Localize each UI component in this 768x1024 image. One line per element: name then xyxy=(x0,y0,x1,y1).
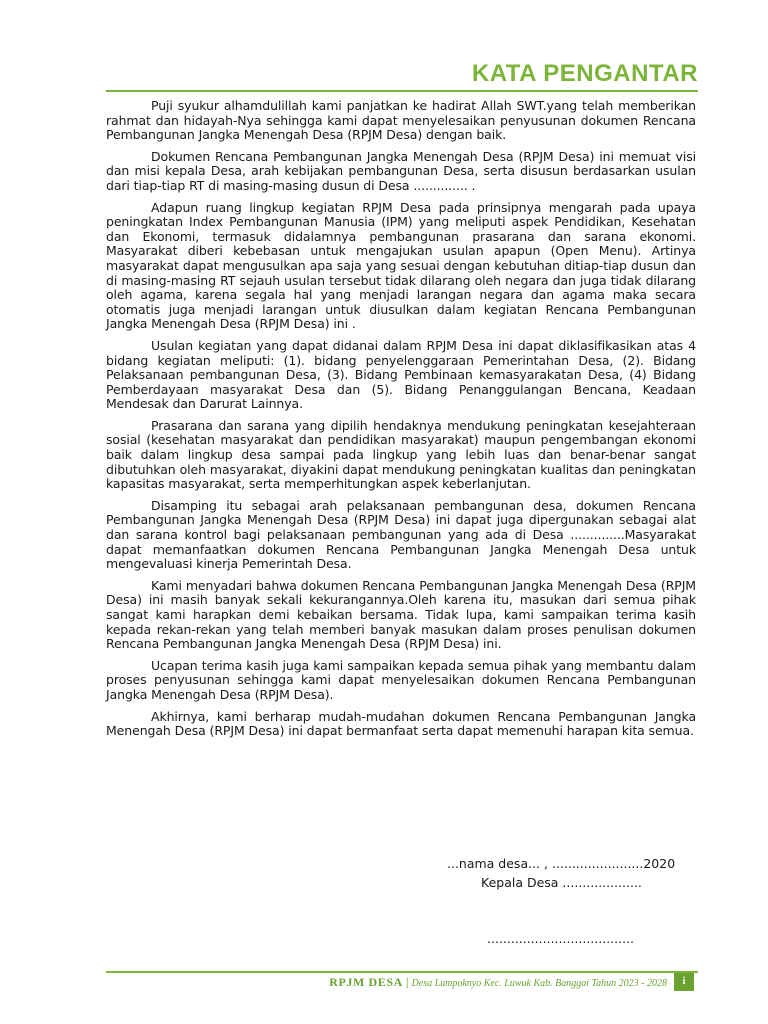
paragraph: Puji syukur alhamdulillah kami panjatkan ke hadirat Allah SWT.yang telah memberikan rahmat dan hidayah-Nya sehingga kami dapat menyelesaikan penyusunan dokumen Rencana Pembangunan Jangka Menengah Desa (RPJM Desa) dengan baik. xyxy=(106,98,696,143)
signature-name-line: ..................................... xyxy=(487,931,635,946)
body-text xyxy=(106,99,696,746)
footer-brand: RPJM DESA xyxy=(329,975,403,989)
signature-place-date: ...nama desa... , .......................2020 xyxy=(447,856,676,871)
paragraph: Prasarana dan sarana yang dipilih hendaknya mendukung peningkatan kesejahteraan sosial (kesehatan masyarakat dan pendidikan masyarakat) maupun pengembangan ekonomi baik dalam lingkup desa sampai pada lingkup yang lebih luas dan benar-benar sangat dibutuhkan oleh masyarakat, diyakini dapat mendukung peningkatan kualitas dan peningkatan kapasitas masyarakat, serta memperhitungkan aspek keberlanjutan. xyxy=(106,417,696,492)
title-divider xyxy=(106,90,698,92)
paragraph: Akhirnya, kami berharap mudah-mudahan dokumen Rencana Pembangunan Jangka Menengah Desa (RPJM Desa) ini dapat bermanfaat serta dapat memenuhi harapan kita semua. xyxy=(106,708,696,739)
paragraph: Usulan kegiatan yang dapat didanai dalam RPJM Desa ini dapat diklasifikasikan atas 4 bidang kegiatan meliputi: (1). bidang penyelenggaraan Pemerintahan Desa, (2). Bidang Pelaksanaan pembangunan Desa, (3). Bidang Pembinaan kemasyarakatan Desa, (4) Bidang Pemberdayaan masyarakat Desa dan (5). Bidang Penanggulangan Bencana, Keadaan Mendesak dan Darurat Lainnya. xyxy=(106,337,696,412)
footer-subtitle: Desa Lumpoknyo Kec. Luwuk Kab. Banggai Tahun 2023 - 2028 xyxy=(411,978,667,989)
footer-separator: | xyxy=(405,974,409,989)
paragraph: Kami menyadari bahwa dokumen Rencana Pembangunan Jangka Menengah Desa (RPJM Desa) ini masih banyak sekali kekurangannya.Oleh karena itu, masukan dari semua pihak sangat kami harapkan demi kebaikan bersama. Tidak lupa, kami sampaikan terima kasih kepada rekan-rekan yang telah memberi banyak masukan dalam proses penulisan dokumen Rencana Pembangunan Jangka Menengah Desa (RPJM Desa) ini. xyxy=(106,577,696,652)
page-number-badge: i xyxy=(674,973,694,991)
paragraph: Ucapan terima kasih juga kami sampaikan kepada semua pihak yang membantu dalam proses penyusunan sehingga kami dapat menyelesaikan dokumen Rencana Pembangunan Jangka Menengah Desa (RPJM Desa). xyxy=(106,657,696,702)
signature-role: Kepala Desa .................... xyxy=(481,875,642,890)
paragraph: Dokumen Rencana Pembangunan Jangka Menengah Desa (RPJM Desa) ini memuat visi dan misi kepala Desa, arah kebijakan pembangunan Desa, serta disusun berdasarkan usulan dari tiap-tiap RT di masing-masing dusun di Desa .............. . xyxy=(106,148,696,193)
footer xyxy=(329,973,667,991)
page-title: KATA PENGANTAR xyxy=(471,60,698,87)
paragraph: Adapun ruang lingkup kegiatan RPJM Desa pada prinsipnya mengarah pada upaya peningkatan Index Pembangunan Manusia (IPM) yang meliputi aspek Pendidikan, Kesehatan dan Ekonomi, termasuk didalamnya pembangunan prasarana dan sarana ekonomi. Masyarakat diberi kebebasan untuk mengajukan usulan apapun (Open Menu). Artinya masyarakat dapat mengusulkan apa saja yang sesuai dengan kebutuhan ditiap-tiap dusun dan di masing-masing RT sejauh usulan tersebut tidak dilarang oleh negara dan juga tidak dilarang oleh agama, karena segala hal yang menjadi larangan negara dan agama maka secara otomatis juga menjadi larangan untuk diusulkan dalam kegiatan Rencana Pembangunan Jangka Menengah Desa (RPJM Desa) ini . xyxy=(106,199,696,332)
paragraph: Disamping itu sebagai arah pelaksanaan pembangunan desa, dokumen Rencana Pembangunan Jangka Menengah Desa (RPJM Desa) ini dapat juga dipergunakan sebagai alat dan sarana kontrol bagi pelaksanaan pembangunan yang ada di Desa ..............Masyarakat dapat memanfaatkan dokumen Rencana Pembangunan Jangka Menengah Desa untuk mengevaluasi kinerja Pemerintah Desa. xyxy=(106,497,696,572)
